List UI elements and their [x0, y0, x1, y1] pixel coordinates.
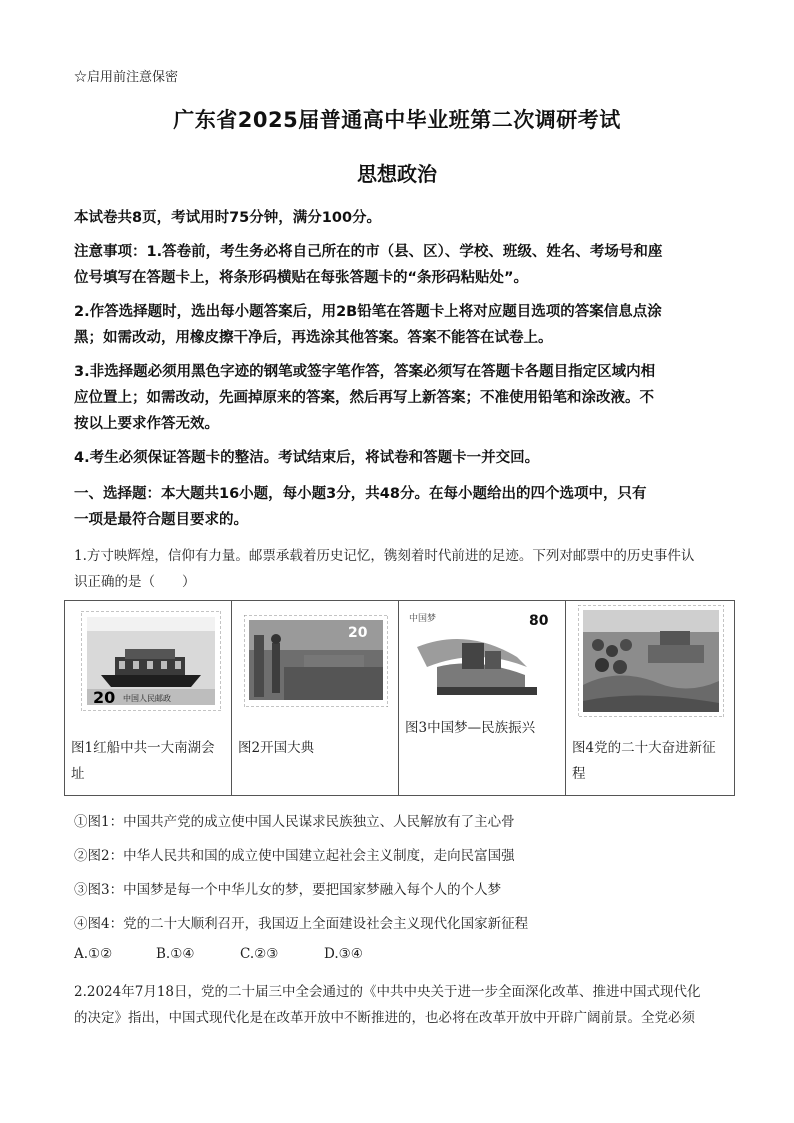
- note3-line2: 应位置上；如需改动，先画掉原来的答案，然后再写上新答案；不准使用铅笔和涂改液。不: [74, 390, 654, 406]
- q1-option-b: B.①④: [156, 946, 195, 962]
- stamp1-face-value: 20: [93, 688, 116, 707]
- q1-statement-4: ④图4：党的二十大顺利召开，我国迈上全面建设社会主义现代化国家新征程: [74, 916, 529, 932]
- stamp2-caption: 图2开国大典: [238, 740, 315, 756]
- q1-statement-3: ③图3：中国梦是每一个中华儿女的梦，要把国家梦融入每个人的个人梦: [74, 882, 502, 898]
- exam-title: 广东省2025届普通高中毕业班第二次调研考试: [173, 108, 621, 132]
- q1-statement-2: ②图2：中华人民共和国的成立使中国建立起社会主义制度，走向民富国强: [74, 848, 515, 864]
- china-dream-stamp-image: [407, 607, 557, 697]
- stamp1-postal-text: 中国人民邮政: [123, 694, 171, 703]
- stamp1-caption: 图1红船中共一大南湖会址: [71, 740, 215, 782]
- note3-line1: 3.非选择题必须用黑色字迹的钢笔或签字笔作答，答案必须写在答题卡各题目指定区域内相: [74, 364, 656, 380]
- note4-text: 4.考生必须保证答题卡的整洁。考试结束后，将试卷和答题卡一并交回。: [74, 450, 540, 466]
- note2-line1: 2.作答选择题时，选出每小题答案后，用2B铅笔在答题卡上将对应题目选项的答案信息点涂: [74, 304, 662, 320]
- stamp3-caption: 图3中国梦—民族振兴: [405, 720, 536, 736]
- intro-text: 本试卷共8页，考试用时75分钟，满分100分。: [74, 210, 382, 226]
- stamp-table: [64, 600, 735, 796]
- q1-statement-1: ①图1：中国共产党的成立使中国人民谋求民族独立、人民解放有了主心骨: [74, 814, 515, 830]
- q2-stem-line2: 的决定》指出，中国式现代化是在改革开放中不断推进的，也必将在改革开放中开辟广阔前景。全党必须: [74, 1010, 695, 1026]
- q1-option-d: D.③④: [324, 946, 363, 962]
- stamp4-caption: 图4党的二十大奋进新征程: [572, 740, 716, 782]
- q2-stem-line1: 2.2024年7月18日，党的二十届三中全会通过的《中共中央关于进一步全面深化改革、推进中国式现代化: [74, 984, 701, 1000]
- stamp3-title-text: 中国梦: [409, 614, 437, 624]
- stamp-cell-3: [399, 601, 566, 796]
- stamp-cell-1: [65, 601, 232, 796]
- note3-line3: 按以上要求作答无效。: [74, 416, 219, 432]
- stamp-cell-4: [566, 601, 735, 796]
- q1-option-a: A.①②: [74, 946, 113, 962]
- founding-ceremony-stamp-image: [244, 615, 388, 707]
- red-boat-stamp-image: [81, 611, 221, 711]
- stamp-cell-2: [232, 601, 399, 796]
- stamp3-face-value: 80: [529, 613, 549, 629]
- twentieth-congress-stamp-image: [578, 605, 724, 717]
- note2-line2: 黑；如需改动，用橡皮擦干净后，再选涂其他答案。答案不能答在试卷上。: [74, 330, 553, 346]
- q1-stem-line2: 识正确的是（ ）: [74, 574, 196, 590]
- q1-option-c: C.②③: [240, 946, 279, 962]
- note1-line1: 注意事项：1.答卷前，考生务必将自己所在的市（县、区）、学校、班级、姓名、考场号和座: [74, 244, 663, 260]
- note1-line2: 位号填写在答题卡上，将条形码横贴在每张答题卡的“条形码粘贴处”。: [74, 270, 529, 286]
- section1-heading-line2: 一项是最符合题目要求的。: [74, 512, 248, 528]
- confidential-notice: ☆启用前注意保密: [74, 70, 179, 85]
- stamp2-face-value: 20: [348, 625, 368, 641]
- q1-stem-line1: 1.方寸映辉煌，信仰有力量。邮票承载着历史记忆，镌刻着时代前进的足迹。下列对邮票中的历史事件认: [74, 548, 695, 564]
- section1-heading-line1: 一、选择题：本大题共16小题，每小题3分，共48分。在每小题给出的四个选项中，只有: [74, 486, 647, 502]
- subject-title: 思想政治: [357, 162, 437, 186]
